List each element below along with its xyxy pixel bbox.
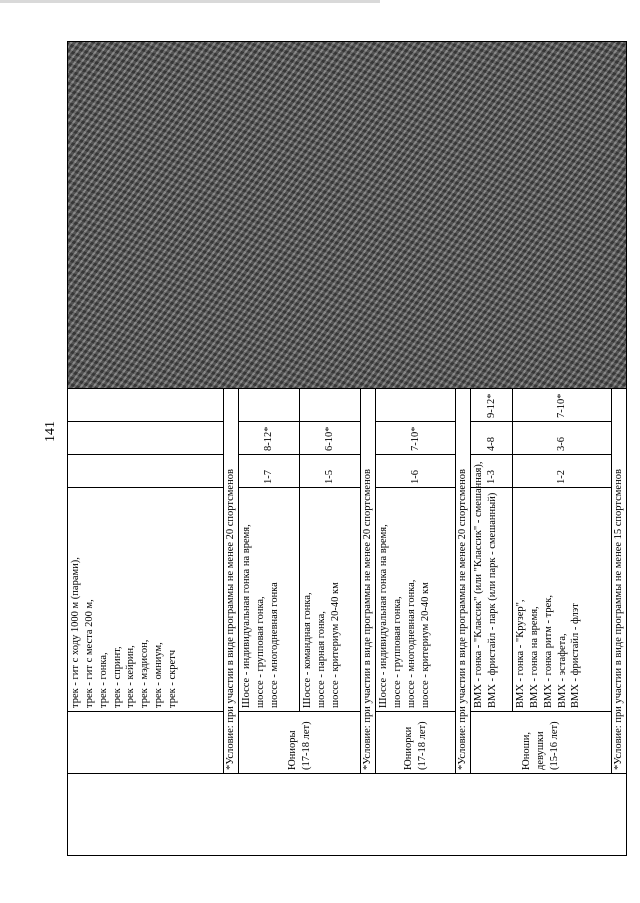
- category-cell: [68, 712, 224, 774]
- age-cell: 1-7: [238, 455, 299, 488]
- rotated-page: [67, 41, 627, 856]
- discipline-cell: Шоссе - командная гонка, шоссе - парная гонка, шоссе - критериум 20-40 км: [300, 488, 361, 712]
- category-junior-women: Юниорки (17-18 лет): [375, 712, 455, 774]
- scan-edge: [0, 0, 380, 3]
- discipline-cell: трек - гит с ходу 1000 м (парами), трек - гит с места 200 м, трек - гонка, трек - спринт, трек - кейрин, трек - мэдисон, трек - омниум, трек - скретч: [68, 488, 224, 712]
- value-cell: 8-12*: [238, 422, 299, 455]
- condition-text: *Условие: при участии в виде программы не менее 20 спортсменов: [224, 389, 239, 774]
- value-cell: [68, 422, 224, 455]
- discipline-cell: ВМХ - гонка - "Крузер", ВМХ - гонка на время, ВМХ - гонка ритм - трек, ВМХ - эстафета, ВМХ - фристайл - флэт: [513, 488, 612, 712]
- condition-text: *Условие: при участии в виде программы не менее 20 спортсменов: [456, 389, 471, 774]
- value-cell: [68, 389, 224, 422]
- discipline-table: [67, 41, 627, 856]
- age-cell: [68, 455, 224, 488]
- page-number: 141: [43, 421, 58, 442]
- age-cell: 1-2: [513, 455, 612, 488]
- category-youths: Юноши, девушки (15-16 лет): [470, 712, 611, 774]
- discipline-cell: Шоссе - индивидуальная гонка на время, шоссе - групповая гонка, шоссе - многодневная гонка, шоссе - критериум 20-40 км: [375, 488, 455, 712]
- value-cell: 7-10*: [513, 389, 612, 422]
- condition-text: *Условие: при участии в виде программы не менее 20 спортсменов: [361, 389, 376, 774]
- value-cell: 9-12*: [470, 389, 512, 422]
- scan-artifact: [68, 42, 627, 389]
- value-cell: 6-10*: [300, 422, 361, 455]
- age-cell: 1-3: [470, 455, 512, 488]
- value-cell: [300, 389, 361, 422]
- discipline-cell: Шоссе - индивидуальная гонка на время, шоссе - групповая гонка, шоссе - многодневная гонка: [238, 488, 299, 712]
- value-cell: [375, 389, 455, 422]
- category-juniors: Юниоры (17-18 лет): [238, 712, 360, 774]
- left-empty-cell: [68, 774, 627, 856]
- age-cell: 1-5: [300, 455, 361, 488]
- value-cell: 4-8: [470, 422, 512, 455]
- table-row: [68, 42, 224, 856]
- age-cell: 1-6: [375, 455, 455, 488]
- value-cell: 7-10*: [375, 422, 455, 455]
- discipline-cell: ВМХ - гонка - "Классик" (или "Классик" - смешанная), ВМХ - фристайл - парк (или парк - смешанный): [470, 488, 512, 712]
- value-cell: [238, 389, 299, 422]
- condition-text: *Условие: при участии в виде программы не менее 15 спортсменов: [612, 389, 627, 774]
- value-cell: 3-6: [513, 422, 612, 455]
